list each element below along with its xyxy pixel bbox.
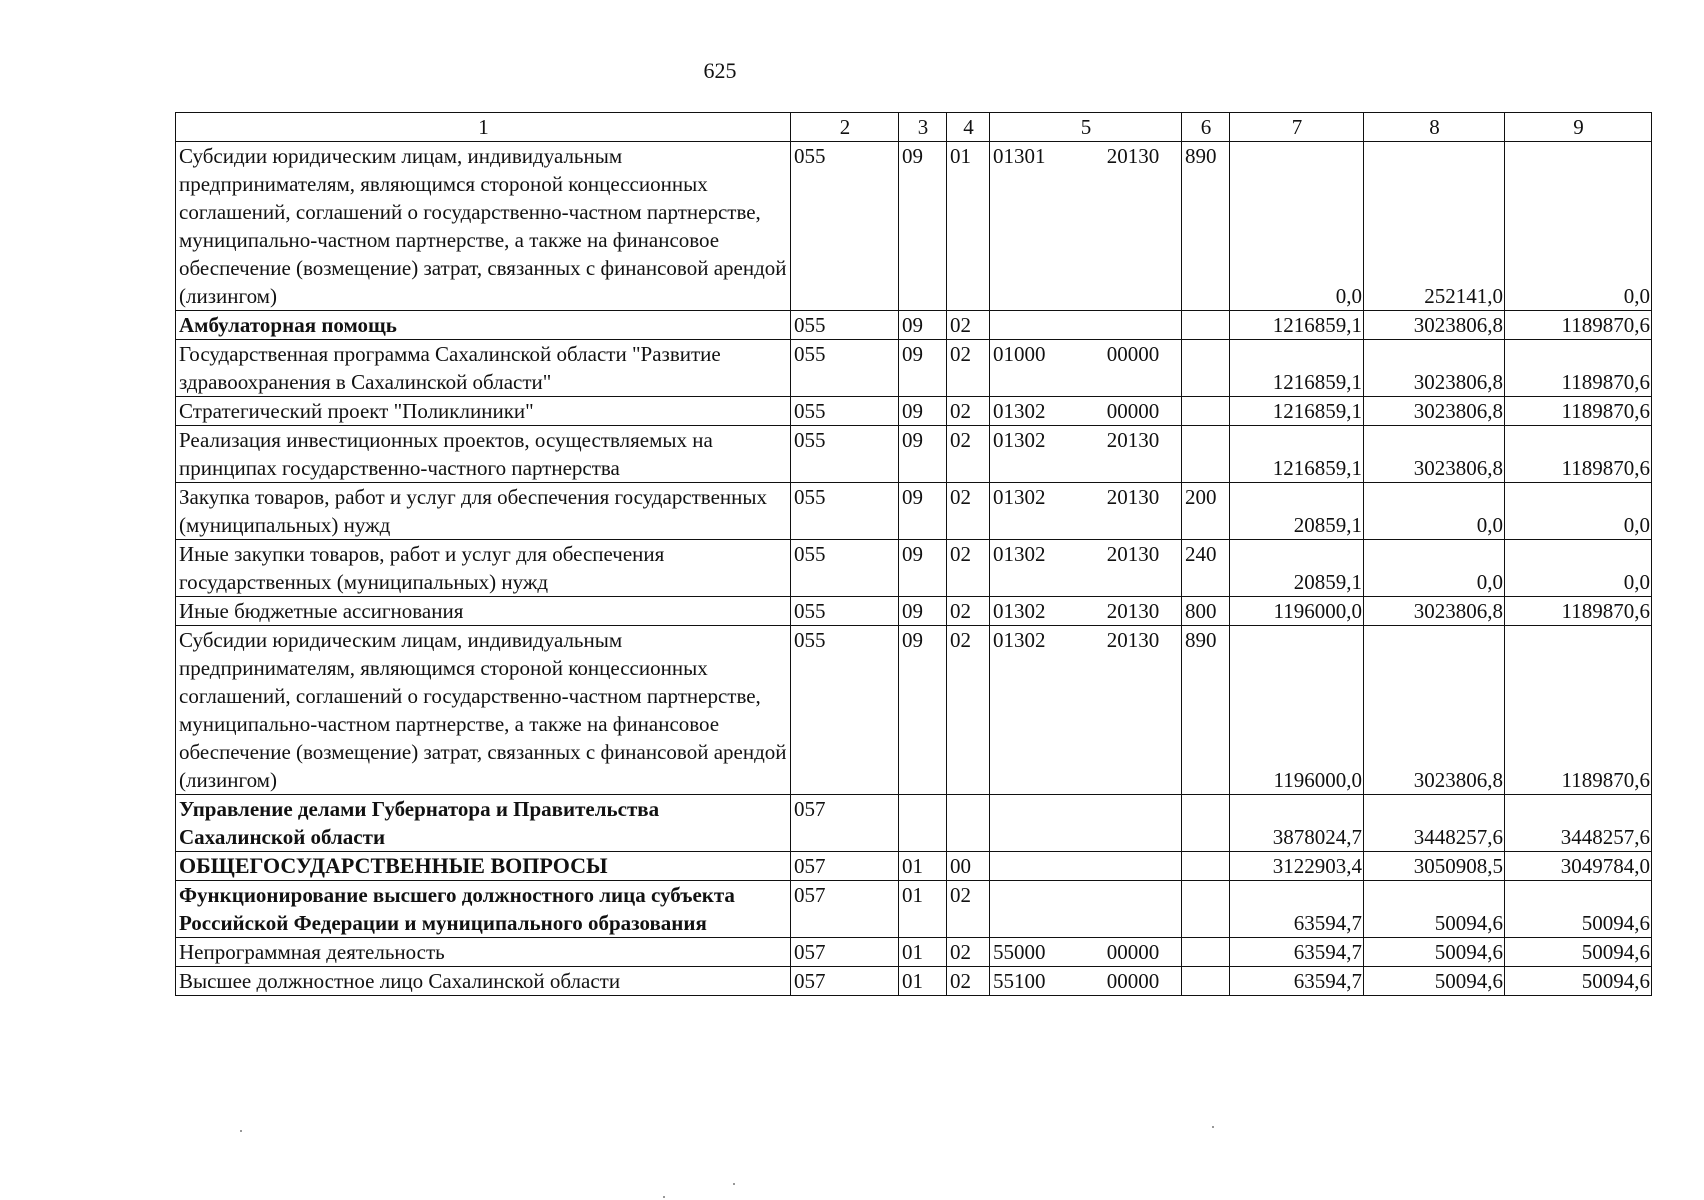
- subsection-code-cell: 02: [947, 967, 990, 996]
- row-name-cell: Государственная программа Сахалинской области "Развитие здравоохранения в Сахалинской области": [176, 340, 791, 397]
- row-name-cell: Субсидии юридическим лицам, индивидуальным предпринимателям, являющимся стороной концессионных соглашений, соглашений о государственно-частном партнерстве, муниципально-частном партнерстве, а также на финансовое обеспечение (возмещение) затрат, связанных с финансовой арендой (лизингом): [176, 626, 791, 795]
- row-name-cell: Стратегический проект "Поликлиники": [176, 397, 791, 426]
- scan-speck: [733, 1183, 735, 1185]
- target-article-cell: [990, 142, 1182, 311]
- amount-cell: 50094,6: [1505, 881, 1652, 938]
- target-article-cell: [990, 852, 1182, 881]
- chapter-code-cell: 055: [791, 483, 899, 540]
- amount-cell: 1189870,6: [1505, 626, 1652, 795]
- direction-code: 00000: [1106, 969, 1160, 993]
- table-row: [176, 626, 1652, 795]
- program-code: 01301: [993, 144, 1046, 168]
- table-row: [176, 881, 1652, 938]
- header-cell: 9: [1505, 113, 1652, 142]
- expense-type-cell: [1182, 852, 1230, 881]
- section-code-cell: [899, 795, 947, 852]
- direction-code: 00000: [1106, 342, 1160, 366]
- section-code-cell: 09: [899, 397, 947, 426]
- amount-cell: 3878024,7: [1230, 795, 1364, 852]
- chapter-code-cell: 055: [791, 597, 899, 626]
- header-cell: 4: [947, 113, 990, 142]
- expense-type-cell: [1182, 340, 1230, 397]
- target-article-cell: [990, 397, 1182, 426]
- subsection-code-cell: 02: [947, 540, 990, 597]
- chapter-code-cell: 055: [791, 540, 899, 597]
- amount-cell: 3448257,6: [1505, 795, 1652, 852]
- amount-cell: 3023806,8: [1364, 340, 1505, 397]
- direction-code: 20130: [1106, 428, 1160, 452]
- header-cell: 2: [791, 113, 899, 142]
- amount-cell: 1189870,6: [1505, 397, 1652, 426]
- section-code-cell: 09: [899, 311, 947, 340]
- header-cell: 8: [1364, 113, 1505, 142]
- target-article-cell: [990, 311, 1182, 340]
- amount-cell: 0,0: [1505, 142, 1652, 311]
- amount-cell: 0,0: [1505, 540, 1652, 597]
- subsection-code-cell: 00: [947, 852, 990, 881]
- target-article-cell: [990, 597, 1182, 626]
- chapter-code-cell: 057: [791, 967, 899, 996]
- row-name-cell: Функционирование высшего должностного лица субъекта Российской Федерации и муниципального образования: [176, 881, 791, 938]
- amount-cell: 50094,6: [1364, 881, 1505, 938]
- amount-cell: 3023806,8: [1364, 626, 1505, 795]
- header-row: [176, 113, 1652, 142]
- table-row: [176, 938, 1652, 967]
- chapter-code-cell: 055: [791, 311, 899, 340]
- table-row: [176, 852, 1652, 881]
- section-code-cell: 09: [899, 483, 947, 540]
- amount-cell: 50094,6: [1505, 967, 1652, 996]
- row-name-cell: Высшее должностное лицо Сахалинской области: [176, 967, 791, 996]
- table-row: [176, 967, 1652, 996]
- row-name-cell: Реализация инвестиционных проектов, осуществляемых на принципах государственно-частного партнерства: [176, 426, 791, 483]
- program-code: 55100: [993, 969, 1046, 993]
- scan-speck: [240, 1130, 242, 1132]
- row-name-cell: Амбулаторная помощь: [176, 311, 791, 340]
- amount-cell: 50094,6: [1505, 938, 1652, 967]
- section-code-cell: 09: [899, 142, 947, 311]
- target-article-cell: [990, 881, 1182, 938]
- expense-type-cell: 200: [1182, 483, 1230, 540]
- table-row: [176, 597, 1652, 626]
- section-code-cell: 09: [899, 426, 947, 483]
- expense-type-cell: 890: [1182, 626, 1230, 795]
- expense-type-cell: [1182, 938, 1230, 967]
- amount-cell: 3448257,6: [1364, 795, 1505, 852]
- section-code-cell: 01: [899, 881, 947, 938]
- target-article-cell: [990, 340, 1182, 397]
- row-name-cell: Закупка товаров, работ и услуг для обеспечения государственных (муниципальных) нужд: [176, 483, 791, 540]
- subsection-code-cell: 02: [947, 397, 990, 426]
- section-code-cell: 09: [899, 626, 947, 795]
- chapter-code-cell: 057: [791, 795, 899, 852]
- direction-code: 20130: [1106, 542, 1160, 566]
- target-article-cell: [990, 540, 1182, 597]
- budget-table: [175, 112, 1652, 996]
- expense-type-cell: [1182, 397, 1230, 426]
- target-article-cell: [990, 795, 1182, 852]
- amount-cell: 1189870,6: [1505, 597, 1652, 626]
- chapter-code-cell: 055: [791, 626, 899, 795]
- expense-type-cell: [1182, 881, 1230, 938]
- subsection-code-cell: [947, 795, 990, 852]
- amount-cell: 0,0: [1230, 142, 1364, 311]
- target-article-cell: [990, 483, 1182, 540]
- expense-type-cell: [1182, 795, 1230, 852]
- program-code: 01000: [993, 342, 1046, 366]
- amount-cell: 63594,7: [1230, 938, 1364, 967]
- amount-cell: 50094,6: [1364, 967, 1505, 996]
- direction-code: 00000: [1106, 940, 1160, 964]
- section-code-cell: 01: [899, 852, 947, 881]
- amount-cell: 3050908,5: [1364, 852, 1505, 881]
- chapter-code-cell: 055: [791, 340, 899, 397]
- row-name-cell: Иные бюджетные ассигнования: [176, 597, 791, 626]
- expense-type-cell: 890: [1182, 142, 1230, 311]
- subsection-code-cell: 02: [947, 340, 990, 397]
- direction-code: 20130: [1106, 599, 1160, 623]
- amount-cell: 3023806,8: [1364, 311, 1505, 340]
- target-article-cell: [990, 626, 1182, 795]
- amount-cell: 0,0: [1364, 540, 1505, 597]
- row-name-cell: Непрограммная деятельность: [176, 938, 791, 967]
- subsection-code-cell: 02: [947, 597, 990, 626]
- subsection-code-cell: 02: [947, 881, 990, 938]
- amount-cell: 50094,6: [1364, 938, 1505, 967]
- amount-cell: 20859,1: [1230, 540, 1364, 597]
- direction-code: 20130: [1106, 628, 1160, 652]
- expense-type-cell: [1182, 967, 1230, 996]
- chapter-code-cell: 057: [791, 881, 899, 938]
- target-article-cell: [990, 967, 1182, 996]
- row-name-cell: ОБЩЕГОСУДАРСТВЕННЫЕ ВОПРОСЫ: [176, 852, 791, 881]
- target-article-cell: [990, 426, 1182, 483]
- expense-type-cell: [1182, 426, 1230, 483]
- section-code-cell: 09: [899, 597, 947, 626]
- table-row: [176, 397, 1652, 426]
- amount-cell: 3049784,0: [1505, 852, 1652, 881]
- table-row: [176, 483, 1652, 540]
- expense-type-cell: 240: [1182, 540, 1230, 597]
- chapter-code-cell: 057: [791, 938, 899, 967]
- amount-cell: 1196000,0: [1230, 597, 1364, 626]
- amount-cell: 252141,0: [1364, 142, 1505, 311]
- program-code: 55000: [993, 940, 1046, 964]
- table-row: [176, 311, 1652, 340]
- target-article-cell: [990, 938, 1182, 967]
- scan-speck: [663, 1196, 665, 1198]
- expense-type-cell: [1182, 311, 1230, 340]
- subsection-code-cell: 02: [947, 426, 990, 483]
- chapter-code-cell: 055: [791, 142, 899, 311]
- header-cell: 7: [1230, 113, 1364, 142]
- program-code: 01302: [993, 599, 1046, 623]
- header-cell: 1: [176, 113, 791, 142]
- amount-cell: 1216859,1: [1230, 426, 1364, 483]
- subsection-code-cell: 01: [947, 142, 990, 311]
- header-cell: 3: [899, 113, 947, 142]
- chapter-code-cell: 055: [791, 397, 899, 426]
- direction-code: 20130: [1106, 144, 1160, 168]
- table-row: [176, 142, 1652, 311]
- amount-cell: 3122903,4: [1230, 852, 1364, 881]
- section-code-cell: 09: [899, 340, 947, 397]
- amount-cell: 0,0: [1505, 483, 1652, 540]
- page-number: 625: [703, 58, 737, 83]
- program-code: 01302: [993, 628, 1046, 652]
- table-row: [176, 340, 1652, 397]
- direction-code: 20130: [1106, 485, 1160, 509]
- expense-type-cell: 800: [1182, 597, 1230, 626]
- chapter-code-cell: 055: [791, 426, 899, 483]
- amount-cell: 1216859,1: [1230, 397, 1364, 426]
- amount-cell: 63594,7: [1230, 967, 1364, 996]
- program-code: 01302: [993, 542, 1046, 566]
- row-name-cell: Управление делами Губернатора и Правительства Сахалинской области: [176, 795, 791, 852]
- amount-cell: 20859,1: [1230, 483, 1364, 540]
- program-code: 01302: [993, 399, 1046, 423]
- amount-cell: 1216859,1: [1230, 340, 1364, 397]
- subsection-code-cell: 02: [947, 483, 990, 540]
- amount-cell: 1189870,6: [1505, 426, 1652, 483]
- amount-cell: 3023806,8: [1364, 426, 1505, 483]
- program-code: 01302: [993, 428, 1046, 452]
- row-name-cell: Иные закупки товаров, работ и услуг для обеспечения государственных (муниципальных) нужд: [176, 540, 791, 597]
- subsection-code-cell: 02: [947, 311, 990, 340]
- table-row: [176, 426, 1652, 483]
- amount-cell: 0,0: [1364, 483, 1505, 540]
- row-name-cell: Субсидии юридическим лицам, индивидуальным предпринимателям, являющимся стороной концессионных соглашений, соглашений о государственно-частном партнерстве, муниципально-частном партнерстве, а также на финансовое обеспечение (возмещение) затрат, связанных с финансовой арендой (лизингом): [176, 142, 791, 311]
- header-cell: 5: [990, 113, 1182, 142]
- chapter-code-cell: 057: [791, 852, 899, 881]
- amount-cell: 1189870,6: [1505, 311, 1652, 340]
- scan-speck: [1212, 1126, 1214, 1128]
- section-code-cell: 01: [899, 967, 947, 996]
- amount-cell: 3023806,8: [1364, 397, 1505, 426]
- amount-cell: 63594,7: [1230, 881, 1364, 938]
- section-code-cell: 09: [899, 540, 947, 597]
- subsection-code-cell: 02: [947, 938, 990, 967]
- amount-cell: 1189870,6: [1505, 340, 1652, 397]
- amount-cell: 3023806,8: [1364, 597, 1505, 626]
- program-code: 01302: [993, 485, 1046, 509]
- table-row: [176, 540, 1652, 597]
- amount-cell: 1216859,1: [1230, 311, 1364, 340]
- amount-cell: 1196000,0: [1230, 626, 1364, 795]
- header-cell: 6: [1182, 113, 1230, 142]
- subsection-code-cell: 02: [947, 626, 990, 795]
- table-row: [176, 795, 1652, 852]
- direction-code: 00000: [1106, 399, 1160, 423]
- section-code-cell: 01: [899, 938, 947, 967]
